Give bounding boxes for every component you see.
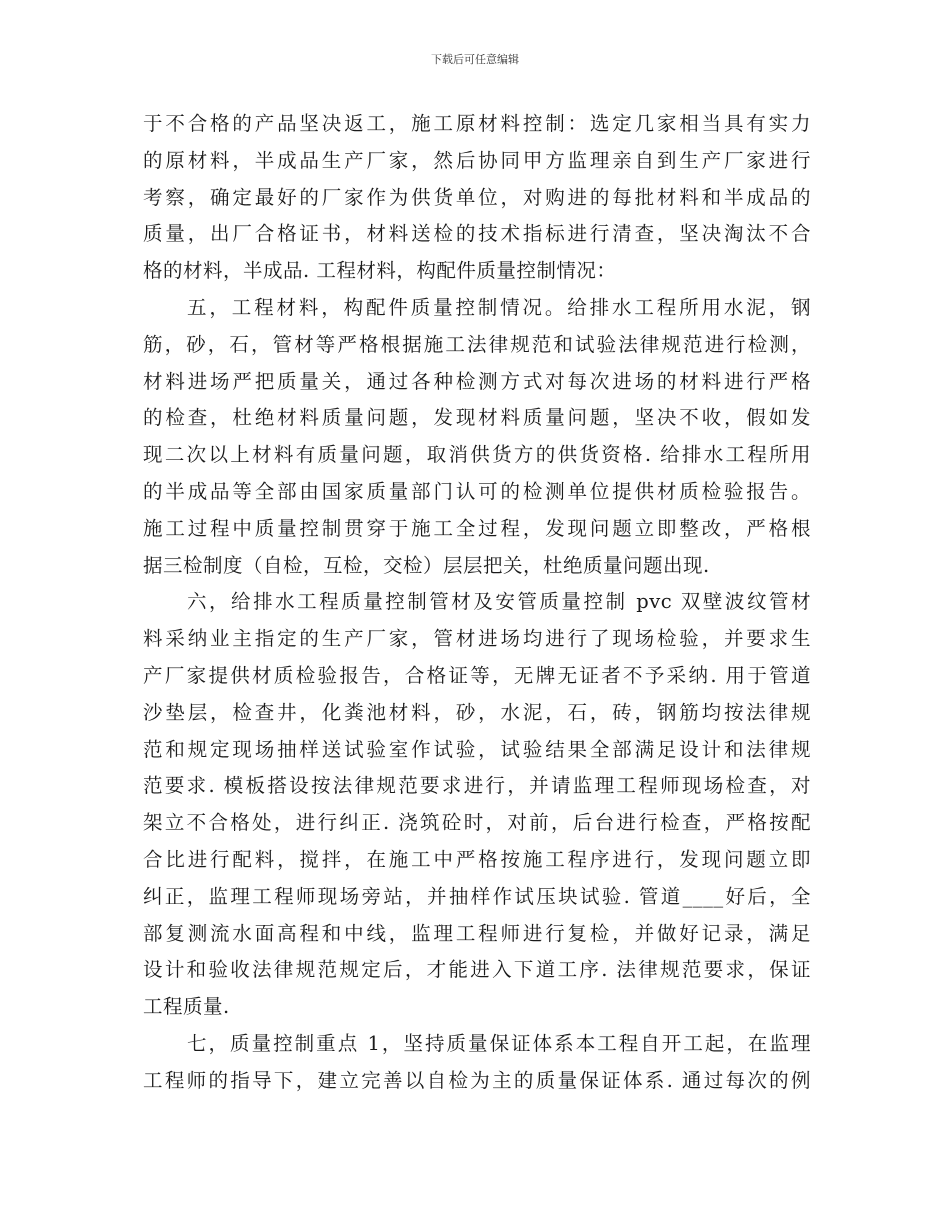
text-line: 质量，出厂合格证书，材料送检的技术指标进行清查，坚决淘汰不合	[143, 222, 811, 246]
text-line: 于不合格的产品坚决返工，施工原材料控制：选定几家相当具有实力	[143, 112, 811, 135]
text-line: 架立不合格处，进行纠正. 浇筑砼时，对前，后台进行检查，严格按配	[143, 811, 811, 835]
text-line: 的检查，杜绝材料质量问题，发现材料质量问题，坚决不收，假如发	[143, 406, 811, 430]
text-line: 工程质量.	[143, 995, 230, 1019]
text-line: 工程师的指导下，建立完善以自检为主的质量保证体系. 通过每次的例	[143, 1068, 811, 1092]
text-line: 施工过程中质量控制贯穿于施工全过程，发现问题立即整改，严格根	[143, 516, 811, 540]
paragraph	[143, 106, 811, 290]
text-line: 考察，确定最好的厂家作为供货单位，对购进的每批材料和半成品的	[143, 185, 811, 209]
text-line: 筋，砂，石，管材等严格根据施工法律规范和试验法律规范进行检测，	[143, 332, 811, 356]
text-line: 的半成品等全部由国家质量部门认可的检测单位提供材质检验报告。	[143, 479, 811, 503]
text-line: 格的材料，半成品. 工程材料，构配件质量控制情况：	[143, 259, 617, 283]
text-line: 产厂家提供材质检验报告，合格证等，无牌无证者不予采纳. 用于管道	[143, 663, 811, 687]
text-line: 范和规定现场抽样送试验室作试验，试验结果全部满足设计和法律规	[143, 737, 811, 761]
text-line: 设计和验收法律规范规定后，才能进入下道工序. 法律规范要求，保证	[143, 958, 811, 982]
text-line: 六，给排水工程质量控制管材及安管质量控制 pvc 双壁波纹管材	[187, 590, 811, 614]
document-body	[143, 106, 811, 1100]
text-line: 七，质量控制重点 1，坚持质量保证体系本工程自开工起，在监理	[187, 1031, 811, 1055]
paragraph	[143, 290, 811, 584]
page-header: 下载后可任意编辑	[431, 53, 519, 66]
text-line: 合比进行配料，搅拌，在施工中严格按施工程序进行，发现问题立即	[143, 847, 811, 871]
text-line: 材料进场严把质量关，通过各种检测方式对每次进场的材料进行严格	[143, 369, 811, 393]
text-line: 纠正，监理工程师现场旁站，并抽样作试压块试验. 管道____好后，全	[143, 884, 811, 908]
text-line: 现二次以上材料有质量问题，取消供货方的供货资格. 给排水工程所用	[143, 443, 811, 467]
text-line: 料采纳业主指定的生产厂家，管材进场均进行了现场检验，并要求生	[143, 627, 811, 651]
paragraph	[143, 584, 811, 1026]
paragraph	[143, 1026, 811, 1100]
text-line: 据三检制度（自检，互检，交检）层层把关，杜绝质量问题出现.	[143, 553, 710, 577]
text-line: 的原材料，半成品生产厂家，然后协同甲方监理亲自到生产厂家进行	[143, 148, 811, 172]
text-line: 五，工程材料，构配件质量控制情况。给排水工程所用水泥，钢	[187, 295, 811, 319]
text-line: 范要求. 模板搭设按法律规范要求进行，并请监理工程师现场检查，对	[143, 774, 811, 798]
text-line: 部复测流水面高程和中线，监理工程师进行复检，并做好记录，满足	[143, 921, 811, 945]
text-line: 沙垫层，检查井，化粪池材料，砂，水泥，石，砖，钢筋均按法律规	[143, 700, 811, 724]
